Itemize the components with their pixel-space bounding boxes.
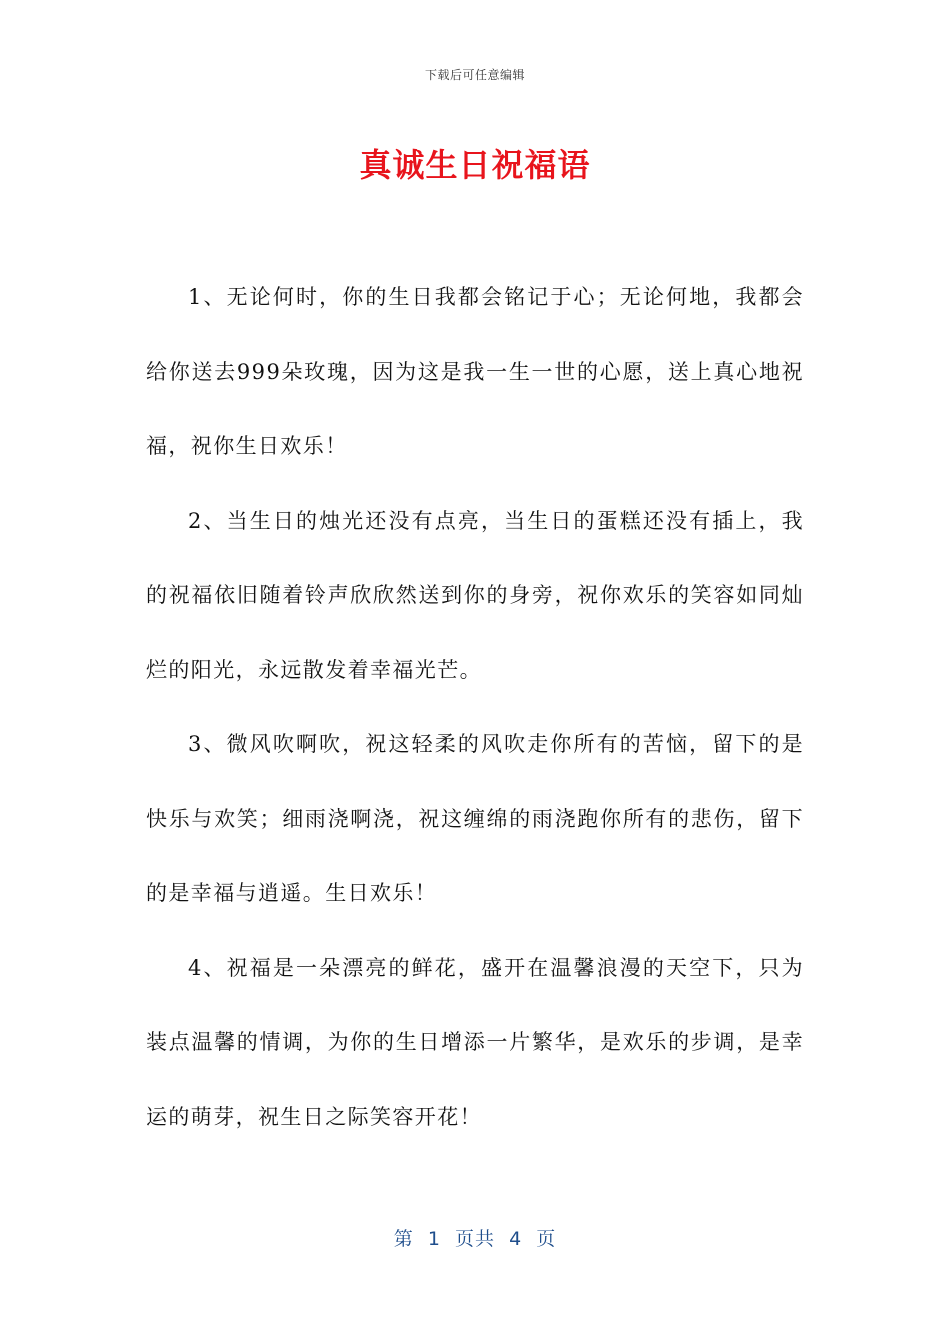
document-body <box>146 260 804 1154</box>
page-number-footer: 第 1 页共 4 页 <box>393 1228 557 1250</box>
header-note: 下载后可任意编辑 <box>424 68 525 82</box>
document-title: 真诚生日祝福语 <box>359 146 591 184</box>
paragraph-2: 2、当生日的烛光还没有点亮，当生日的蛋糕还没有插上，我的祝福依旧随着铃声欣欣然送到你的身旁，祝你欢乐的笑容如同灿烂的阳光，永远散发着幸福光芒。 <box>146 508 804 682</box>
paragraph-3: 3、微风吹啊吹，祝这轻柔的风吹走你所有的苦恼，留下的是快乐与欢笑；细雨浇啊浇，祝这缠绵的雨浇跑你所有的悲伤，留下的是幸福与逍遥。生日欢乐！ <box>146 732 804 905</box>
paragraph-1: 1、无论何时，你的生日我都会铭记于心；无论何地，我都会给你送去999朵玫瑰，因为这是我一生一世的心愿，送上真心地祝福，祝你生日欢乐！ <box>146 285 804 458</box>
paragraph-4: 4、祝福是一朵漂亮的鲜花，盛开在温馨浪漫的天空下，只为装点温馨的情调，为你的生日增添一片繁华，是欢乐的步调，是幸运的萌芽，祝生日之际笑容开花！ <box>146 955 804 1129</box>
